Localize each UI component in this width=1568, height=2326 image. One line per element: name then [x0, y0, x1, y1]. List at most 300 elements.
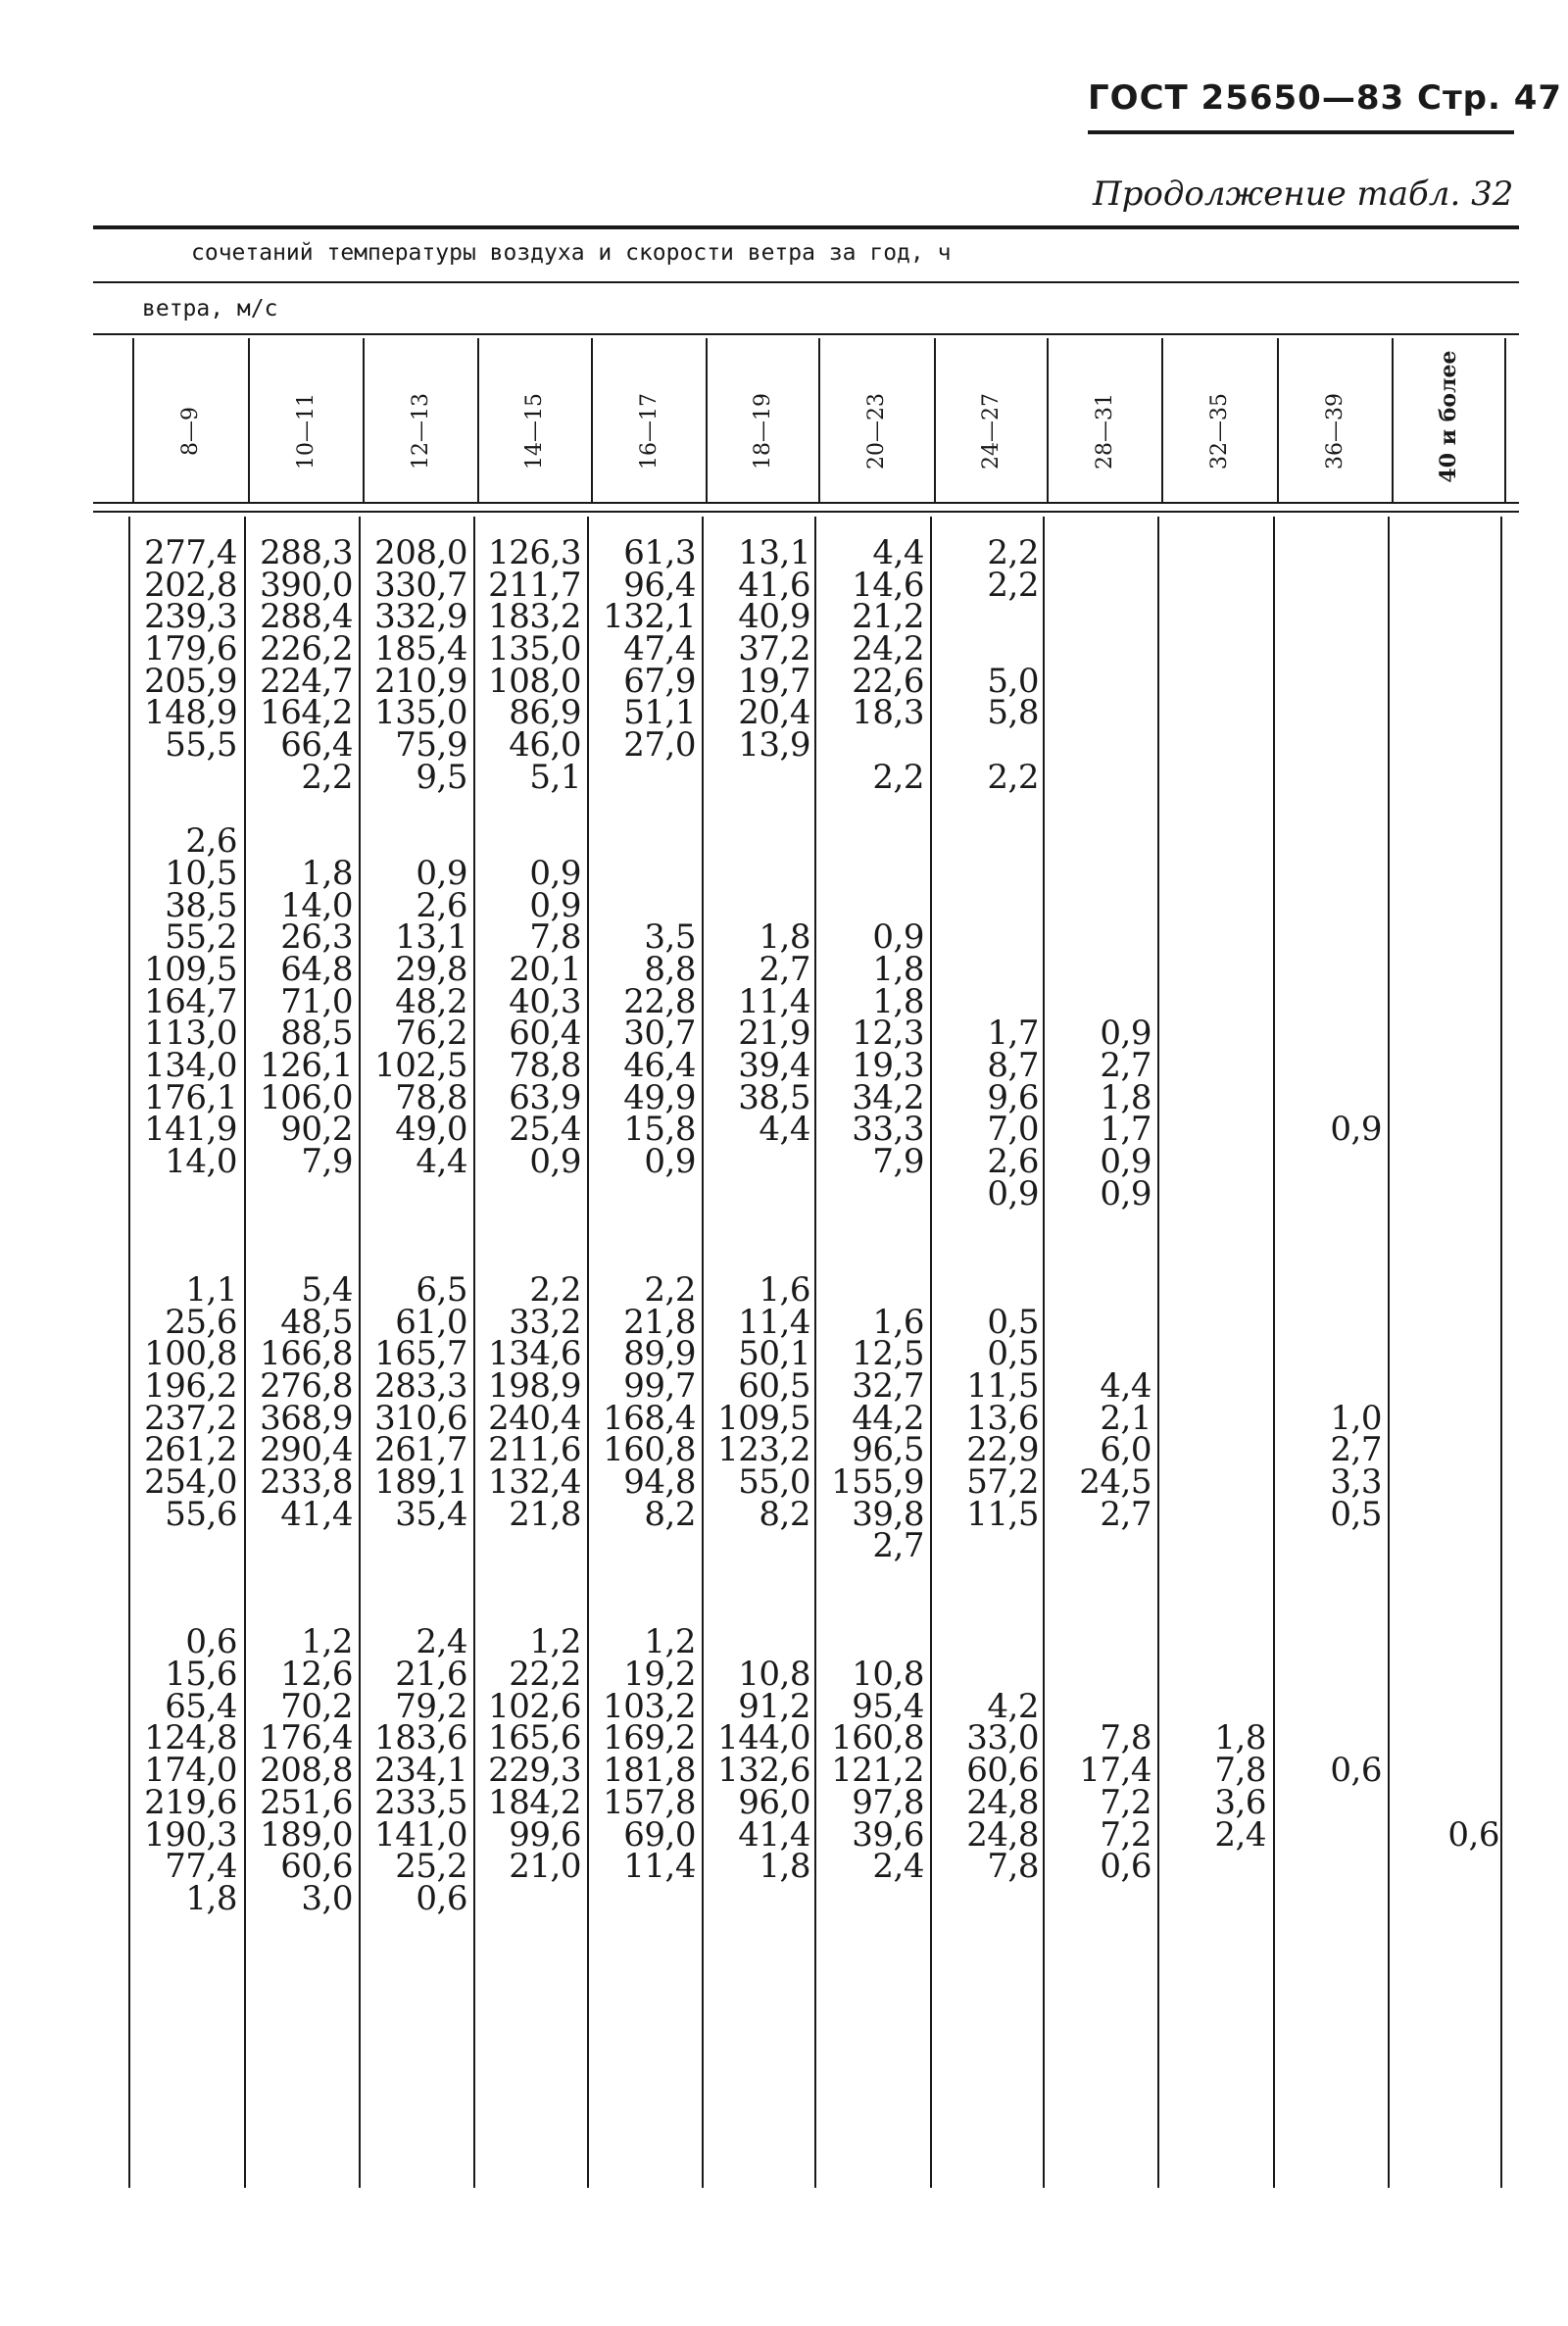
column-header: 14—15 — [521, 393, 547, 470]
table-cell: 1,8 — [1100, 1077, 1152, 1117]
table-cell — [598, 1178, 696, 1211]
table-cell — [1168, 601, 1266, 633]
table-cell — [483, 1178, 581, 1211]
data-column — [941, 533, 1039, 1915]
table-cell — [1401, 697, 1499, 729]
table-cell: 174,0 — [144, 1751, 237, 1791]
table-cell: 19,2 — [623, 1655, 696, 1695]
table-cell — [1284, 1819, 1382, 1852]
table-cell — [1168, 825, 1266, 858]
table-cell: 12,6 — [280, 1655, 353, 1695]
table-cell: 290,4 — [260, 1430, 353, 1470]
header-column-divider — [1047, 338, 1049, 502]
table-cell — [1284, 1274, 1382, 1307]
table-cell — [369, 825, 467, 858]
table-cell — [1401, 537, 1499, 569]
table-cell: 19,7 — [738, 661, 810, 701]
table-cell: 108,0 — [488, 661, 581, 701]
table-cell: 103,2 — [603, 1686, 696, 1726]
table-cell — [712, 1883, 810, 1915]
table-cell — [1401, 1562, 1499, 1595]
table-cell — [1168, 666, 1266, 698]
table-cell — [1401, 1050, 1499, 1082]
table-cell: 237,2 — [144, 1398, 237, 1438]
table-cell: 155,9 — [831, 1461, 924, 1502]
table-cell — [826, 1210, 924, 1242]
table-cell: 0,9 — [1330, 1110, 1382, 1150]
table-cell — [1054, 858, 1152, 890]
column-header: 28—31 — [1092, 393, 1116, 470]
table-cell — [1054, 921, 1152, 954]
table-cell — [1401, 1370, 1499, 1403]
table-cell: 2,2 — [987, 533, 1039, 572]
table-cell: 12,3 — [852, 1014, 924, 1054]
table-cell: 0,6 — [185, 1622, 237, 1662]
table-cell — [1284, 794, 1382, 826]
table-cell: 4,4 — [759, 1110, 810, 1150]
table-cell: 25,6 — [165, 1302, 237, 1342]
table-cell: 21,2 — [852, 597, 924, 637]
table-cell: 4,4 — [416, 1142, 467, 1182]
table-cell — [1284, 1242, 1382, 1274]
table-cell: 102,6 — [488, 1686, 581, 1726]
header-column-divider — [1161, 338, 1163, 502]
table-cell — [826, 1562, 924, 1595]
table-cell — [1054, 697, 1152, 729]
table-cell — [941, 601, 1039, 633]
table-cell: 276,8 — [260, 1365, 353, 1406]
data-column — [1284, 537, 1382, 1915]
header-bottom-rule-1 — [93, 502, 1519, 504]
table-cell: 1,6 — [759, 1269, 810, 1310]
table-cell — [1168, 1082, 1266, 1114]
table-cell: 226,2 — [260, 629, 353, 669]
table-cell — [941, 1530, 1039, 1562]
table-cell: 20,1 — [509, 949, 581, 989]
table-cell — [712, 858, 810, 890]
table-cell: 211,6 — [488, 1430, 581, 1470]
table-cell — [712, 1242, 810, 1274]
table-cell: 1,8 — [301, 853, 353, 893]
table-cell: 13,1 — [738, 533, 810, 572]
table-cell — [1401, 1755, 1499, 1787]
data-column — [598, 533, 696, 1915]
table-cell: 61,0 — [395, 1302, 467, 1342]
table-cell: 37,2 — [738, 629, 810, 669]
table-cell — [1401, 1499, 1499, 1531]
table-cell — [1168, 1210, 1266, 1242]
table-cell — [1168, 1466, 1266, 1499]
table-cell: 2,6 — [185, 821, 237, 862]
table-cell — [1168, 954, 1266, 986]
table-cell: 10,8 — [852, 1655, 924, 1695]
body-column-divider — [814, 517, 816, 2188]
table-cell: 14,6 — [852, 565, 924, 605]
table-cell: 11,4 — [738, 1302, 810, 1342]
body-column-divider — [1273, 517, 1275, 2188]
body-column-divider — [473, 517, 475, 2188]
table-cell — [483, 1562, 581, 1595]
table-cell: 11,4 — [623, 1847, 696, 1887]
table-cell: 288,3 — [260, 533, 353, 572]
table-cell — [598, 762, 696, 794]
table-cell — [369, 1562, 467, 1595]
table-cell: 38,5 — [738, 1077, 810, 1117]
table-cell: 234,1 — [374, 1751, 467, 1791]
table-cell: 96,5 — [852, 1430, 924, 1470]
table-cell: 0,9 — [529, 853, 581, 893]
table-cell: 0,6 — [1100, 1847, 1152, 1887]
table-cell — [941, 858, 1039, 890]
table-cell: 1,1 — [185, 1269, 237, 1310]
table-cell: 95,4 — [852, 1686, 924, 1726]
table-cell: 2,7 — [1100, 1046, 1152, 1085]
table-cell: 22,6 — [852, 661, 924, 701]
table-cell — [1401, 1178, 1499, 1211]
table-cell: 27,0 — [623, 725, 696, 766]
table-cell — [1284, 1883, 1382, 1915]
table-cell — [1054, 890, 1152, 922]
table-cell — [1401, 1787, 1499, 1819]
table-cell — [1284, 601, 1382, 633]
table-cell — [1401, 1851, 1499, 1883]
table-cell: 94,8 — [623, 1461, 696, 1502]
data-column — [1168, 537, 1266, 1915]
table-cell: 166,8 — [260, 1334, 353, 1374]
table-cell — [598, 1242, 696, 1274]
table-cell: 0,9 — [1100, 1173, 1152, 1213]
table-cell — [1401, 1595, 1499, 1627]
table-cell — [826, 825, 924, 858]
table-cell — [598, 794, 696, 826]
body-column-divider — [128, 517, 130, 2188]
body-column-divider — [1043, 517, 1045, 2188]
table-cell — [1284, 1307, 1382, 1339]
table-cell: 0,9 — [1100, 1014, 1152, 1054]
column-header: 10—11 — [293, 393, 318, 470]
table-cell — [941, 794, 1039, 826]
table-cell: 189,1 — [374, 1461, 467, 1502]
table-cell — [1284, 858, 1382, 890]
table-cell — [1168, 921, 1266, 954]
table-cell — [1284, 1787, 1382, 1819]
table-cell — [1054, 1307, 1152, 1339]
table-cell: 183,2 — [488, 597, 581, 637]
table-cell: 7,8 — [529, 917, 581, 958]
table-cell: 0,5 — [1330, 1494, 1382, 1534]
table-cell: 41,4 — [738, 1814, 810, 1855]
table-cell: 132,4 — [488, 1461, 581, 1502]
table-cell — [1168, 1851, 1266, 1883]
table-cell: 55,5 — [165, 725, 237, 766]
table-cell: 21,9 — [738, 1014, 810, 1054]
table-cell: 15,8 — [623, 1110, 696, 1150]
table-cell — [1168, 633, 1266, 666]
table-cell: 202,8 — [144, 565, 237, 605]
table-cell — [1401, 1883, 1499, 1915]
body-column-divider — [244, 517, 246, 2188]
header-column-divider — [363, 338, 365, 502]
table-cell: 21,6 — [395, 1655, 467, 1695]
table-cell: 0,6 — [416, 1878, 467, 1918]
table-cell: 106,0 — [260, 1077, 353, 1117]
table-cell — [1284, 569, 1382, 602]
table-cell: 2,7 — [872, 1526, 924, 1566]
table-cell: 22,8 — [623, 981, 696, 1021]
table-cell — [1284, 1370, 1382, 1403]
table-cell — [1401, 794, 1499, 826]
table-cell: 8,7 — [987, 1046, 1039, 1085]
table-cell: 69,0 — [623, 1814, 696, 1855]
table-cell — [255, 1562, 353, 1595]
table-cell: 254,0 — [144, 1461, 237, 1502]
table-cell: 113,0 — [144, 1014, 237, 1054]
table-cell: 71,0 — [280, 981, 353, 1021]
table-cell: 2,4 — [1214, 1814, 1266, 1855]
table-cell: 185,4 — [374, 629, 467, 669]
table-cell: 123,2 — [717, 1430, 810, 1470]
table-cell — [1168, 1595, 1266, 1627]
table-cell: 2,2 — [987, 757, 1039, 797]
table-cell: 19,3 — [852, 1046, 924, 1085]
table-cell — [1054, 825, 1152, 858]
table-cell — [1284, 954, 1382, 986]
table-cell — [1168, 729, 1266, 762]
table-cell — [255, 1178, 353, 1211]
table-cell — [1401, 921, 1499, 954]
data-column — [712, 533, 810, 1915]
table-cell: 176,1 — [144, 1077, 237, 1117]
table-cell: 49,0 — [395, 1110, 467, 1150]
table-cell — [1168, 762, 1266, 794]
table-cell: 32,7 — [852, 1365, 924, 1406]
table-cell: 2,7 — [1100, 1494, 1152, 1534]
table-cell: 368,9 — [260, 1398, 353, 1438]
table-cell: 184,2 — [488, 1782, 581, 1822]
table-cell — [1284, 986, 1382, 1018]
table-cell: 6,5 — [416, 1269, 467, 1310]
table-cell: 66,4 — [280, 725, 353, 766]
column-header: 18—19 — [750, 393, 774, 470]
table-cell: 390,0 — [260, 565, 353, 605]
table-cell: 25,2 — [395, 1847, 467, 1887]
table-cell: 332,9 — [374, 597, 467, 637]
table-cell — [598, 858, 696, 890]
table-cell — [139, 1242, 237, 1274]
table-cell: 0,5 — [987, 1302, 1039, 1342]
table-cell — [1168, 537, 1266, 569]
table-cell: 24,8 — [966, 1814, 1039, 1855]
table-cell: 21,8 — [623, 1302, 696, 1342]
table-continuation-label: Продолжение табл. 32 — [1093, 174, 1514, 214]
table-cell: 75,9 — [395, 725, 467, 766]
body-column-divider — [1388, 517, 1390, 2188]
table-cell: 24,2 — [852, 629, 924, 669]
table-cell — [1284, 1178, 1382, 1211]
table-cell: 29,8 — [395, 949, 467, 989]
table-cell: 135,0 — [488, 629, 581, 669]
table-cell: 0,9 — [529, 885, 581, 925]
table-cell — [255, 1530, 353, 1562]
table-cell: 61,3 — [623, 533, 696, 572]
table-cell — [1284, 697, 1382, 729]
table-cell: 176,4 — [260, 1718, 353, 1758]
table-cell — [712, 1562, 810, 1595]
table-cell: 0,9 — [644, 1142, 696, 1182]
table-cell — [1401, 633, 1499, 666]
table-cell — [941, 921, 1039, 954]
table-cell: 26,3 — [280, 917, 353, 958]
table-cell — [941, 1210, 1039, 1242]
table-cell: 21,8 — [509, 1494, 581, 1534]
table-cell: 168,4 — [603, 1398, 696, 1438]
header-column-divider — [1392, 338, 1394, 502]
table-cell: 5,0 — [987, 661, 1039, 701]
table-cell — [1168, 1050, 1266, 1082]
table-cell: 196,2 — [144, 1365, 237, 1406]
table-cell: 1,0 — [1330, 1398, 1382, 1438]
table-cell: 6,0 — [1100, 1430, 1152, 1470]
table-cell — [1054, 569, 1152, 602]
table-cell: 190,3 — [144, 1814, 237, 1855]
table-cell: 134,6 — [488, 1334, 581, 1374]
table-cell — [941, 825, 1039, 858]
table-cell — [941, 1274, 1039, 1307]
table-cell: 2,1 — [1100, 1398, 1152, 1438]
table-cell: 2,6 — [416, 885, 467, 925]
table-cell: 148,9 — [144, 693, 237, 733]
body-column-divider — [930, 517, 932, 2188]
table-cell — [1401, 1658, 1499, 1691]
table-cell: 1,8 — [759, 1847, 810, 1887]
table-cell: 11,5 — [966, 1365, 1039, 1406]
table-cell: 169,2 — [603, 1718, 696, 1758]
table-cell: 2,2 — [529, 1269, 581, 1310]
table-cell: 251,6 — [260, 1782, 353, 1822]
table-cell: 35,4 — [395, 1494, 467, 1534]
table-cell: 25,4 — [509, 1110, 581, 1150]
table-cell — [712, 762, 810, 794]
table-cell: 135,0 — [374, 693, 467, 733]
table-cell — [1284, 729, 1382, 762]
column-header: 24—27 — [978, 393, 1003, 470]
table-cell: 91,2 — [738, 1686, 810, 1726]
table-cell — [941, 633, 1039, 666]
table-cell: 65,4 — [165, 1686, 237, 1726]
table-cell: 96,0 — [738, 1782, 810, 1822]
table-cell — [1401, 1530, 1499, 1562]
table-cell — [1054, 762, 1152, 794]
table-cell — [1401, 601, 1499, 633]
table-cell — [1168, 1658, 1266, 1691]
table-cell: 48,5 — [280, 1302, 353, 1342]
table-cell: 97,8 — [852, 1782, 924, 1822]
table-cell: 47,4 — [623, 629, 696, 669]
table-cell: 46,4 — [623, 1046, 696, 1085]
table-cell: 33,2 — [509, 1302, 581, 1342]
body-column-divider — [1157, 517, 1159, 2188]
table-cell: 211,7 — [488, 565, 581, 605]
table-cell: 64,8 — [280, 949, 353, 989]
table-cell — [1054, 1626, 1152, 1658]
table-cell — [1168, 858, 1266, 890]
header-column-divider — [818, 338, 820, 502]
table-cell: 20,4 — [738, 693, 810, 733]
table-cell: 165,6 — [488, 1718, 581, 1758]
table-cell — [1284, 825, 1382, 858]
data-column — [1054, 537, 1152, 1915]
table-cell: 8,2 — [759, 1494, 810, 1534]
table-cell — [826, 1242, 924, 1274]
column-header: 36—39 — [1322, 393, 1347, 470]
table-cell: 22,9 — [966, 1430, 1039, 1470]
table-cell — [1401, 1466, 1499, 1499]
table-cell: 1,2 — [529, 1622, 581, 1662]
table-cell: 5,4 — [301, 1269, 353, 1310]
table-cell: 9,5 — [416, 757, 467, 797]
table-cell: 1,7 — [1100, 1110, 1152, 1150]
table-cell: 24,5 — [1079, 1461, 1152, 1502]
table-cell: 330,7 — [374, 565, 467, 605]
table-cell — [1284, 1530, 1382, 1562]
table-cell: 1,8 — [759, 917, 810, 958]
table-cell: 3,0 — [301, 1878, 353, 1918]
data-column — [483, 533, 581, 1915]
table-cell — [1401, 825, 1499, 858]
table-cell: 0,5 — [987, 1334, 1039, 1374]
table-cell: 208,8 — [260, 1751, 353, 1791]
table-cell: 96,4 — [623, 565, 696, 605]
document-header: ГОСТ 25650—83 Стр. 47 — [1088, 78, 1563, 118]
table-cell — [1284, 921, 1382, 954]
table-cell — [1401, 1114, 1499, 1146]
data-column — [369, 533, 467, 1918]
table-cell: 132,1 — [603, 597, 696, 637]
table-cell: 78,8 — [509, 1046, 581, 1085]
data-column — [139, 533, 237, 1918]
table-cell: 40,9 — [738, 597, 810, 637]
table-cell: 240,4 — [488, 1398, 581, 1438]
body-column-divider — [587, 517, 589, 2188]
table-cell — [941, 954, 1039, 986]
table-cell: 100,8 — [144, 1334, 237, 1374]
table-cell — [1054, 666, 1152, 698]
header-column-divider — [1277, 338, 1279, 502]
table-cell: 7,8 — [1214, 1751, 1266, 1791]
table-cell — [1054, 729, 1152, 762]
table-cell — [1401, 858, 1499, 890]
table-cell: 13,9 — [738, 725, 810, 766]
table-cell: 4,4 — [872, 533, 924, 572]
table-cell: 160,8 — [831, 1718, 924, 1758]
title-rule — [93, 281, 1519, 283]
table-cell: 288,4 — [260, 597, 353, 637]
table-cell: 7,8 — [987, 1847, 1039, 1887]
table-cell: 164,7 — [144, 981, 237, 1021]
table-cell — [941, 1658, 1039, 1691]
table-cell — [1168, 1403, 1266, 1435]
table-cell — [139, 1210, 237, 1242]
table-cell: 2,2 — [644, 1269, 696, 1310]
table-cell: 1,8 — [185, 1878, 237, 1918]
table-cell: 233,5 — [374, 1782, 467, 1822]
table-cell: 60,6 — [280, 1847, 353, 1887]
table-cell — [1054, 954, 1152, 986]
table-cell — [369, 1242, 467, 1274]
table-cell — [712, 1178, 810, 1211]
data-column — [1401, 537, 1499, 1915]
table-cell — [712, 825, 810, 858]
